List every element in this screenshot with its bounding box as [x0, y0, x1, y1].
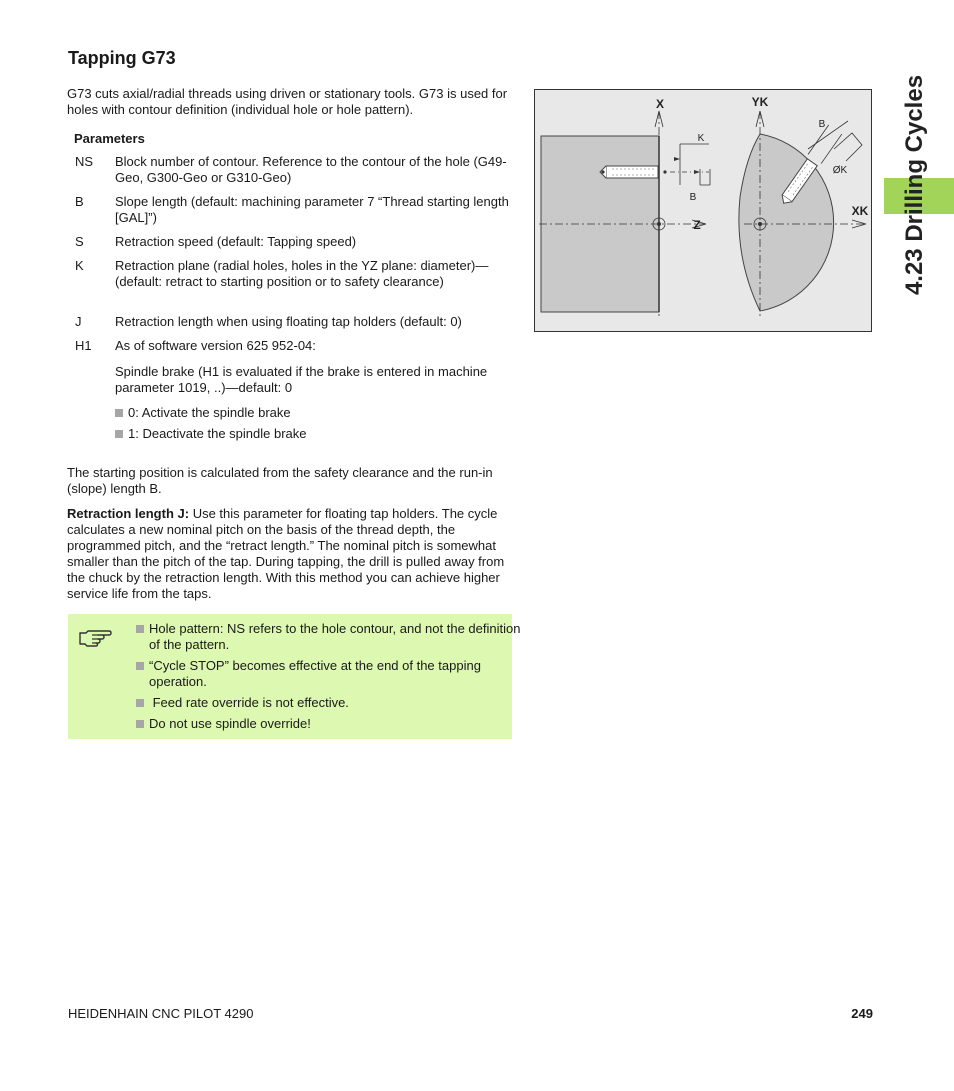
note-item: “Cycle STOP” becomes effective at the end of the tapping operation.	[136, 658, 521, 690]
page-number: 249	[851, 1006, 873, 1021]
dimension-label-b: B	[689, 192, 697, 203]
retraction-length-paragraph	[67, 506, 512, 602]
dimension-label-k: K	[697, 133, 705, 144]
axis-label-xk: XK	[851, 204, 869, 218]
param-desc: Retraction length when using floating tap holders (default: 0)	[115, 314, 462, 329]
axial-tap	[606, 166, 658, 178]
param-desc: Slope length (default: machining parameter 7 “Thread starting length [GAL]”)	[115, 194, 509, 225]
starting-position-paragraph: The starting position is calculated from the safety clearance and the run-in (slope) length B.	[67, 465, 493, 496]
dimension-label-diameter-k: ØK	[832, 165, 848, 176]
param-row-s	[75, 234, 515, 250]
param-key: B	[75, 194, 84, 209]
pointing-hand-icon	[78, 624, 114, 648]
bullet-square-icon	[136, 699, 144, 707]
axis-label-x: X	[655, 97, 665, 111]
note-item: Do not use spindle override!	[136, 716, 521, 732]
param-desc: Retraction speed (default: Tapping speed)	[115, 234, 357, 249]
param-row-ns	[75, 154, 515, 186]
retraction-text: Use this parameter for floating tap holders. The cycle calculates a new nominal pitch on the basis of the thread depth, the programmed pitch, and the “retract length.” The nominal pitch is somewhat smaller than the pitch of the tap. During tapping, the drill is pulled away from the chuck by the retraction length. With this method you can achieve higher service life from the taps.	[67, 506, 505, 601]
param-row-k	[75, 258, 515, 290]
bullet-square-icon	[136, 720, 144, 728]
section-title: Tapping G73	[68, 48, 176, 68]
param-key: NS	[75, 154, 94, 169]
param-key: S	[75, 234, 84, 249]
parameters-heading: Parameters	[74, 131, 145, 146]
param-desc: As of software version 625 952-04:	[115, 338, 316, 353]
note-item: Feed rate override is not effective.	[136, 695, 521, 711]
param-row-b	[75, 194, 515, 226]
param-desc: Retraction plane (radial holes, holes in the YZ plane: diameter)—(default: retract to starting position or to safety clearance)	[115, 258, 489, 289]
note-box	[68, 614, 521, 739]
bullet-square-icon	[115, 409, 123, 417]
chapter-title: 4.23 Drilling Cycles	[901, 74, 928, 296]
axis-label-z: Z	[693, 218, 701, 232]
param-row-h1	[75, 338, 515, 354]
axis-label-yk: YK	[751, 95, 769, 109]
param-key: H1	[75, 338, 92, 353]
dimension-label-b-radial: B	[818, 119, 826, 130]
param-key: K	[75, 258, 84, 273]
h1-description: Spindle brake (H1 is evaluated if the brake is entered in machine parameter 1019, ..)—default: 0	[115, 364, 488, 395]
bullet-square-icon	[136, 662, 144, 670]
tapping-diagram	[534, 89, 872, 332]
param-key: J	[75, 314, 82, 329]
param-desc: Block number of contour. Reference to the contour of the hole (G49-Geo, G300-Geo or G310-Geo)	[115, 154, 507, 185]
retraction-label: Retraction length J:	[67, 506, 190, 521]
bullet-square-icon	[115, 430, 123, 438]
note-item: Hole pattern: NS refers to the hole contour, and not the definition of the pattern.	[136, 621, 521, 653]
intro-paragraph: G73 cuts axial/radial threads using driven or stationary tools. G73 is used for holes with contour definition (individual hole or hole pattern).	[67, 86, 508, 117]
bullet-square-icon	[136, 625, 144, 633]
h1-option: 0: Activate the spindle brake	[115, 405, 291, 421]
footer-manual-name: HEIDENHAIN CNC PILOT 4290	[68, 1006, 254, 1021]
h1-option: 1: Deactivate the spindle brake	[115, 426, 307, 442]
param-row-j	[75, 314, 515, 330]
